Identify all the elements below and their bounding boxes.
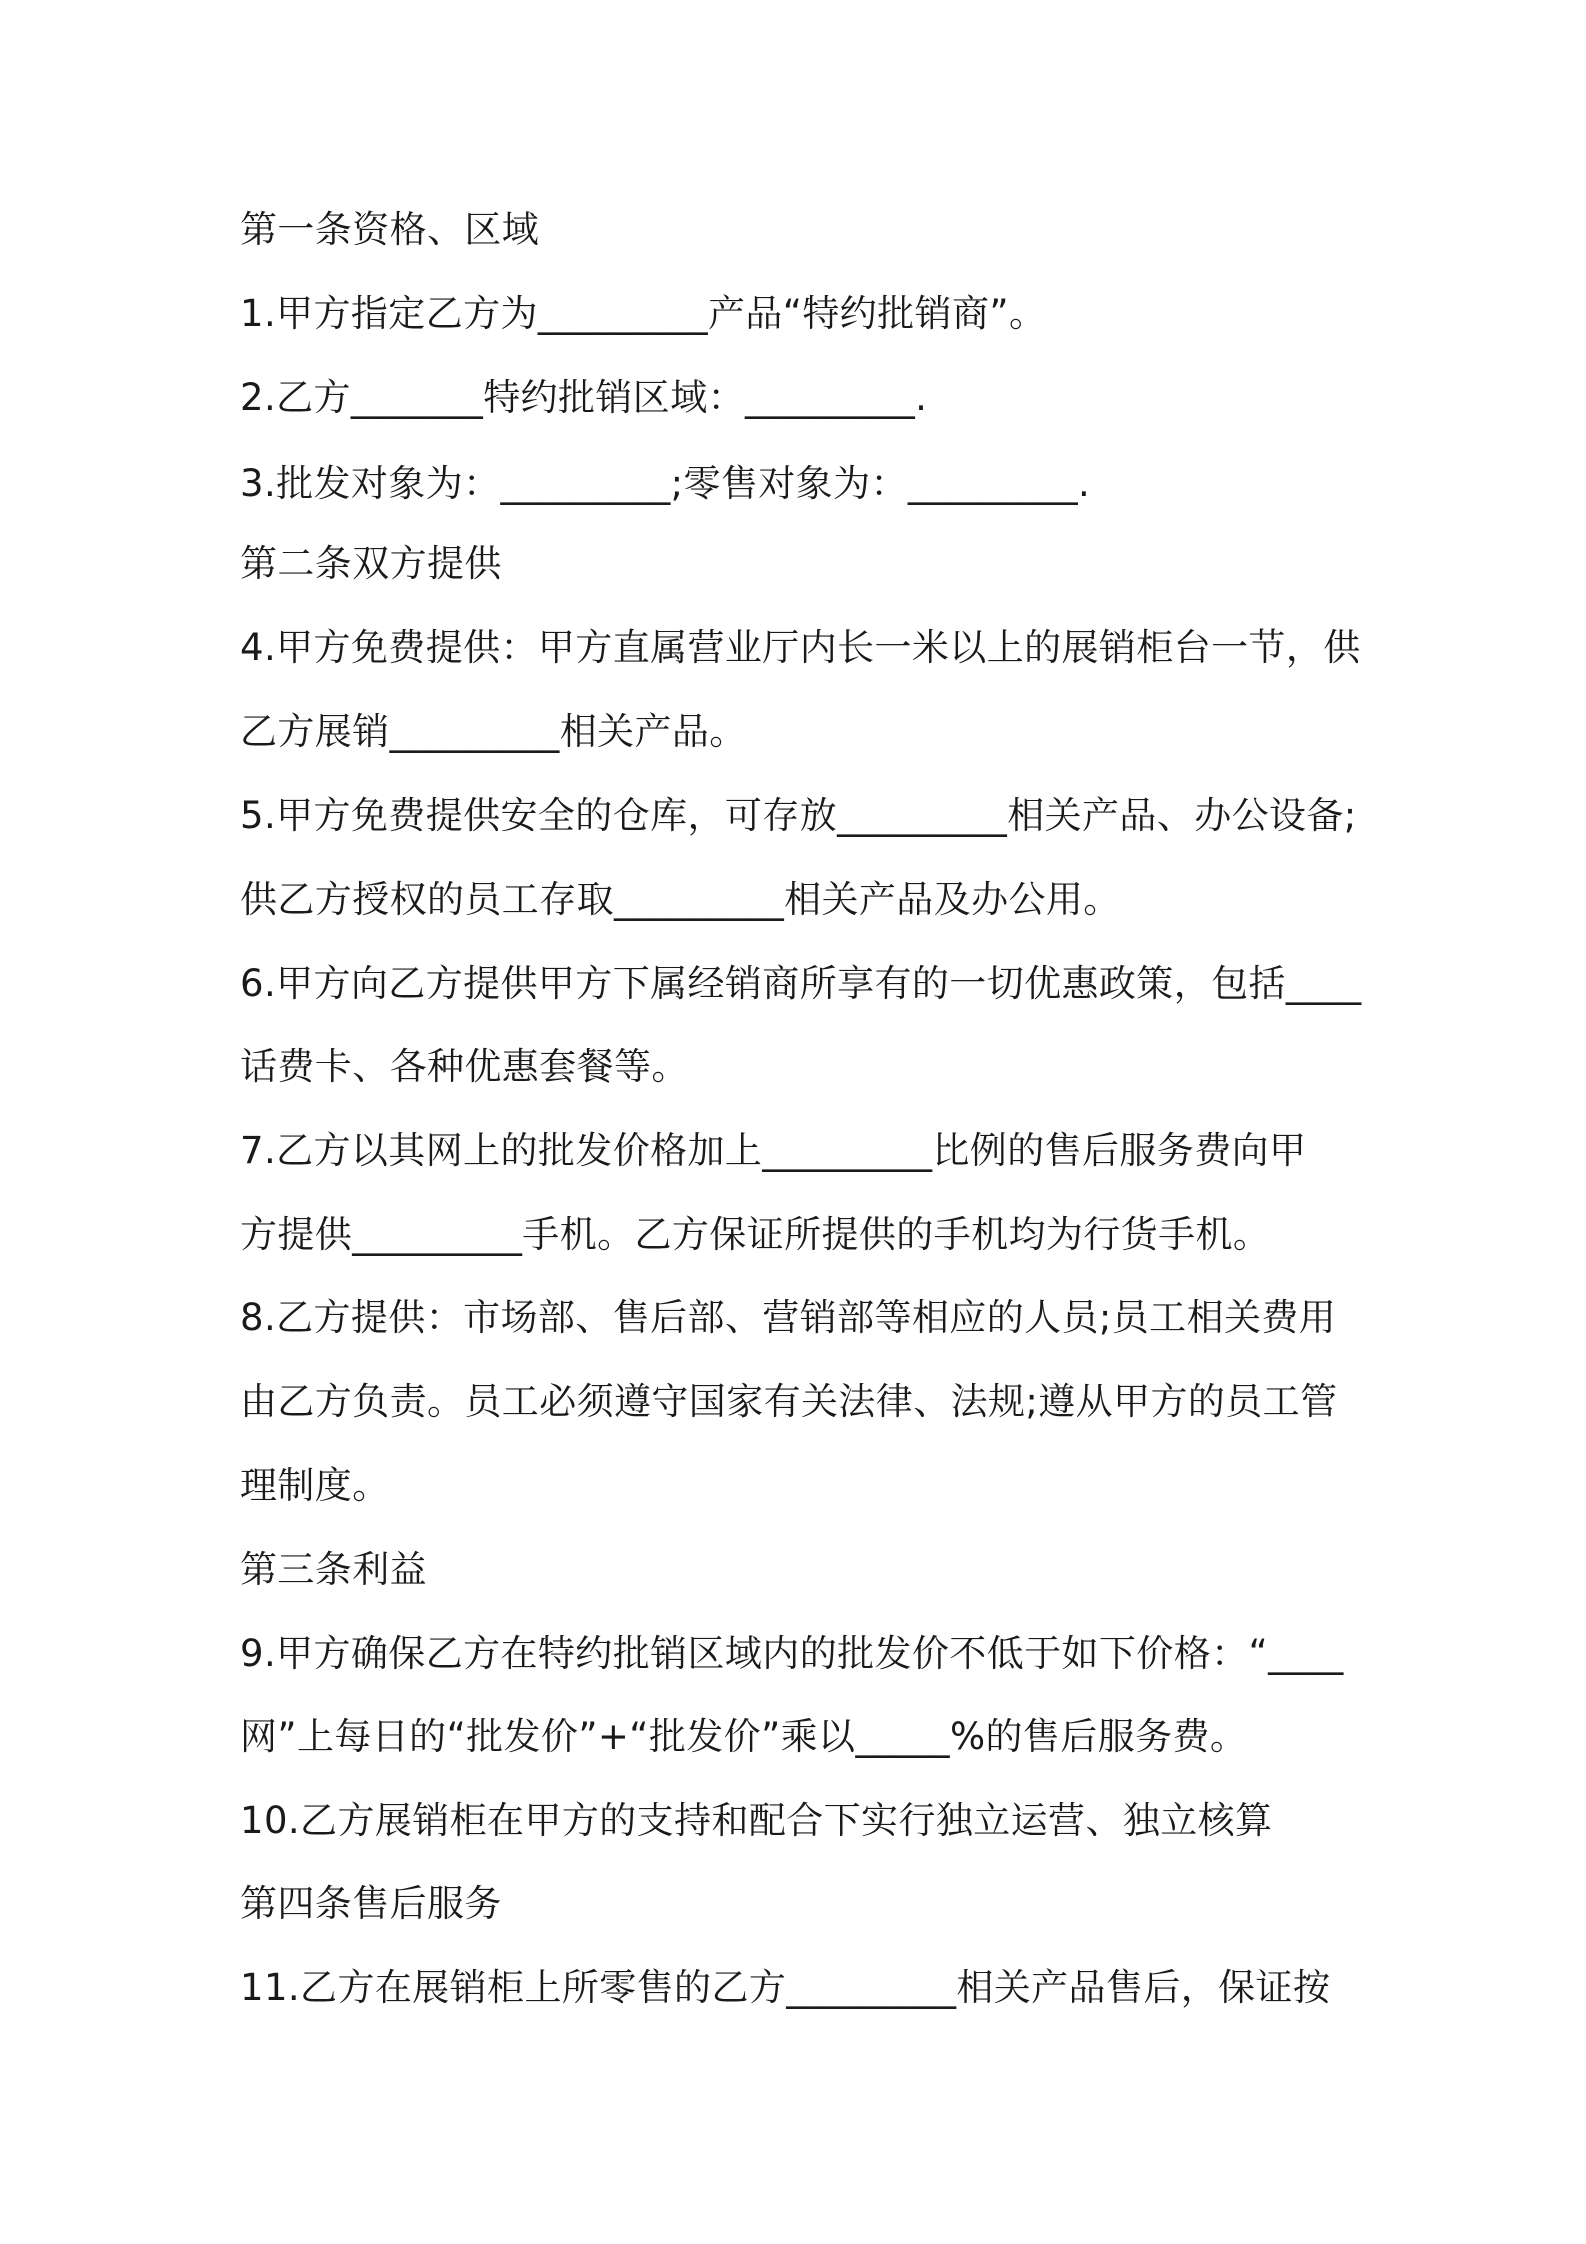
clause-6-line-1: 6.甲方向乙方提供甲方下属经销商所享有的一切优惠政策，包括____ bbox=[240, 962, 1362, 1005]
clause-8-line-2: 由乙方负责。员工必须遵守国家有关法律、法规;遵从甲方的员工管 bbox=[240, 1380, 1338, 1423]
clause-6-line-2: 话费卡、各种优惠套餐等。 bbox=[240, 1045, 689, 1088]
clause-5-line-1: 5.甲方免费提供安全的仓库，可存放_________相关产品、办公设备; bbox=[240, 794, 1357, 837]
clause-4-line-1: 4.甲方免费提供：甲方直属营业厅内长一米以上的展销柜台一节，供 bbox=[240, 626, 1361, 669]
section-heading-3: 第三条利益 bbox=[240, 1548, 427, 1591]
clause-3: 3.批发对象为：_________;零售对象为：_________. bbox=[240, 462, 1091, 505]
clause-2: 2.乙方_______特约批销区域：_________. bbox=[240, 376, 928, 419]
clause-11-line-1: 11.乙方在展销柜上所零售的乙方_________相关产品售后，保证按 bbox=[240, 1966, 1331, 2009]
section-heading-1: 第一条资格、区域 bbox=[240, 208, 540, 251]
clause-1: 1.甲方指定乙方为_________产品“特约批销商”。 bbox=[240, 292, 1047, 335]
clause-9-line-2: 网”上每日的“批发价”+“批发价”乘以_____%的售后服务费。 bbox=[240, 1715, 1248, 1758]
clause-9-line-1: 9.甲方确保乙方在特约批销区域内的批发价不低于如下价格：“____ bbox=[240, 1632, 1344, 1675]
section-heading-2: 第二条双方提供 bbox=[240, 542, 502, 585]
clause-10: 10.乙方展销柜在甲方的支持和配合下实行独立运营、独立核算 bbox=[240, 1799, 1273, 1842]
clause-8-line-1: 8.乙方提供：市场部、售后部、营销部等相应的人员;员工相关费用 bbox=[240, 1296, 1337, 1339]
clause-4-line-2: 乙方展销_________相关产品。 bbox=[240, 710, 747, 753]
clause-5-line-2: 供乙方授权的员工存取_________相关产品及办公用。 bbox=[240, 878, 1121, 921]
clause-7-line-2: 方提供_________手机。乙方保证所提供的手机均为行货手机。 bbox=[240, 1213, 1271, 1256]
clause-8-line-3: 理制度。 bbox=[240, 1464, 390, 1507]
clause-7-line-1: 7.乙方以其网上的批发价格加上_________比例的售后服务费向甲 bbox=[240, 1129, 1307, 1172]
section-heading-4: 第四条售后服务 bbox=[240, 1882, 502, 1925]
